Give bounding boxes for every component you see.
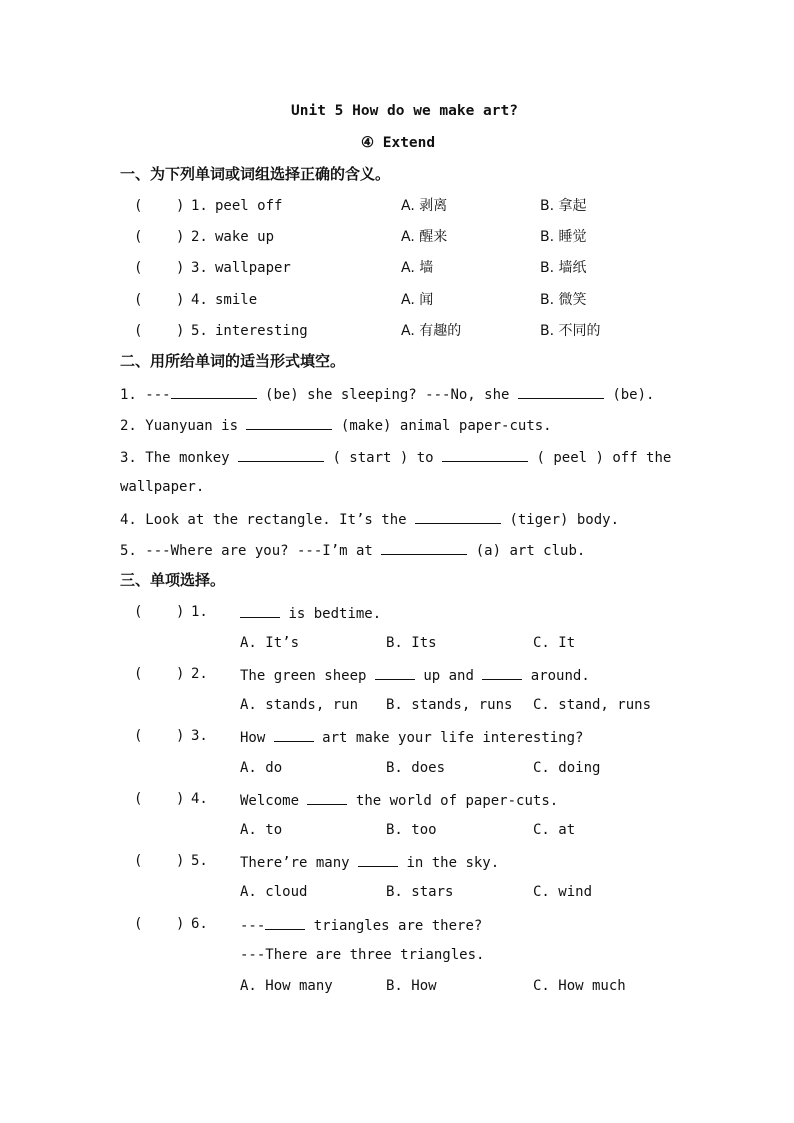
item-number: 5. (191, 323, 208, 339)
option-b: B. 不同的 (540, 323, 601, 339)
stem-text: triangles are there? (313, 918, 483, 934)
item-number: 3. (191, 260, 208, 276)
stem-answer-line: ---There are three triangles. (240, 947, 485, 963)
option-c: C. stand, runs (533, 697, 652, 713)
option-b: B. too (386, 822, 437, 838)
question-text: ( peel ) off the (536, 450, 672, 466)
answer-paren-close: ) (176, 229, 185, 245)
answer-paren-close: ) (176, 791, 185, 807)
answer-blank[interactable] (238, 447, 324, 462)
option-a: A. do (240, 760, 283, 776)
question-text: (tiger) body. (509, 512, 620, 528)
page-title: Unit 5 How do we make art? (291, 103, 518, 119)
question-text: ( start ) to (332, 450, 434, 466)
option-b: B. 睡觉 (540, 229, 587, 245)
option-a: A. 醒来 (401, 229, 448, 245)
answer-blank[interactable] (442, 447, 528, 462)
fill-question-2 (120, 415, 552, 435)
option-b: B. 拿起 (540, 198, 587, 214)
answer-paren-close: ) (176, 666, 185, 682)
item-number: 2. (191, 666, 208, 682)
page-subtitle: ④ Extend (361, 135, 436, 151)
answer-paren-open: ( (134, 198, 143, 214)
item-number: 4. (191, 292, 208, 308)
answer-paren-open: ( (134, 323, 143, 339)
question-text: 3. The monkey (120, 450, 230, 466)
choice-stem (240, 603, 381, 623)
option-a: A. It’s (240, 635, 300, 651)
option-b: B. 墙纸 (540, 260, 587, 276)
fill-question-1 (120, 384, 654, 404)
stem-text: There’re many (240, 855, 350, 871)
answer-paren-close: ) (176, 323, 185, 339)
option-a: A. cloud (240, 884, 308, 900)
option-c: C. wind (533, 884, 593, 900)
answer-paren-open: ( (134, 728, 143, 744)
choice-stem (240, 665, 590, 685)
answer-blank[interactable] (274, 727, 314, 742)
option-b: B. stars (386, 884, 454, 900)
option-a: A. 闻 (401, 292, 434, 308)
question-text: (a) art club. (475, 543, 586, 559)
answer-paren-open: ( (134, 229, 143, 245)
question-text: 5. ---Where are you? ---I’m at (120, 543, 373, 559)
item-number: 5. (191, 853, 208, 869)
option-c: C. doing (533, 760, 601, 776)
question-text: 4. Look at the rectangle. It’s the (120, 512, 407, 528)
answer-blank[interactable] (375, 665, 415, 680)
item-word: peel off (215, 198, 283, 214)
choice-stem (240, 727, 583, 747)
answer-paren-open: ( (134, 292, 143, 308)
question-text: 1. --- (120, 387, 171, 403)
answer-paren-close: ) (176, 853, 185, 869)
answer-blank[interactable] (518, 384, 604, 399)
stem-text: --- (240, 918, 266, 934)
item-number: 1. (191, 198, 208, 214)
answer-paren-open: ( (134, 666, 143, 682)
stem-text: is bedtime. (288, 606, 382, 622)
item-number: 1. (191, 604, 208, 620)
answer-blank[interactable] (265, 915, 305, 930)
fill-question-4 (120, 509, 619, 529)
question-text: (be). (612, 387, 655, 403)
option-c: C. It (533, 635, 576, 651)
answer-blank[interactable] (307, 790, 347, 805)
answer-paren-close: ) (176, 292, 185, 308)
section2-heading: 二、用所给单词的适当形式填空。 (120, 352, 346, 370)
answer-paren-open: ( (134, 604, 143, 620)
item-number: 3. (191, 728, 208, 744)
answer-blank[interactable] (482, 665, 522, 680)
item-number: 6. (191, 916, 208, 932)
question-text: 2. Yuanyuan is (120, 418, 239, 434)
item-word: wake up (215, 229, 275, 245)
item-number: 2. (191, 229, 208, 245)
question-text: (be) she sleeping? ---No, she (265, 387, 510, 403)
option-b: B. Its (386, 635, 437, 651)
answer-paren-close: ) (176, 728, 185, 744)
item-number: 4. (191, 791, 208, 807)
stem-text: The green sheep (240, 668, 367, 684)
choice-stem (240, 790, 558, 810)
question-text: (make) animal paper-cuts. (340, 418, 552, 434)
answer-blank[interactable] (415, 509, 501, 524)
option-c: C. at (533, 822, 576, 838)
option-a: A. How many (240, 978, 333, 994)
stem-text: How (240, 730, 266, 746)
answer-paren-close: ) (176, 916, 185, 932)
item-word: wallpaper (215, 260, 291, 276)
option-b: B. How (386, 978, 437, 994)
option-b: B. 微笑 (540, 292, 587, 308)
fill-question-3-continuation: wallpaper. (120, 479, 205, 495)
choice-stem (240, 915, 482, 935)
stem-text: up and (423, 668, 474, 684)
option-b: B. stands, runs (386, 697, 513, 713)
section3-heading: 三、单项选择。 (120, 571, 226, 589)
answer-paren-open: ( (134, 260, 143, 276)
fill-question-5 (120, 540, 585, 560)
answer-blank[interactable] (240, 603, 280, 618)
option-c: C. How much (533, 978, 626, 994)
answer-blank[interactable] (358, 852, 398, 867)
answer-paren-close: ) (176, 198, 185, 214)
option-a: A. 剥离 (401, 198, 448, 214)
option-a: A. stands, run (240, 697, 359, 713)
answer-paren-close: ) (176, 604, 185, 620)
answer-blank[interactable] (171, 384, 257, 399)
option-b: B. does (386, 760, 446, 776)
answer-paren-open: ( (134, 916, 143, 932)
item-word: interesting (215, 323, 308, 339)
stem-text: in the sky. (406, 855, 500, 871)
section1-heading: 一、为下列单词或词组选择正确的含义。 (120, 165, 391, 183)
stem-text: the world of paper-cuts. (355, 793, 559, 809)
item-word: smile (215, 292, 258, 308)
answer-blank[interactable] (246, 415, 332, 430)
stem-text: around. (530, 668, 590, 684)
stem-text: art make your life interesting? (322, 730, 584, 746)
answer-paren-open: ( (134, 853, 143, 869)
stem-text: Welcome (240, 793, 300, 809)
choice-stem (240, 852, 499, 872)
answer-paren-open: ( (134, 791, 143, 807)
answer-blank[interactable] (381, 540, 467, 555)
answer-paren-close: ) (176, 260, 185, 276)
fill-question-3 (120, 447, 671, 467)
option-a: A. 有趣的 (401, 323, 462, 339)
option-a: A. to (240, 822, 283, 838)
option-a: A. 墙 (401, 260, 434, 276)
